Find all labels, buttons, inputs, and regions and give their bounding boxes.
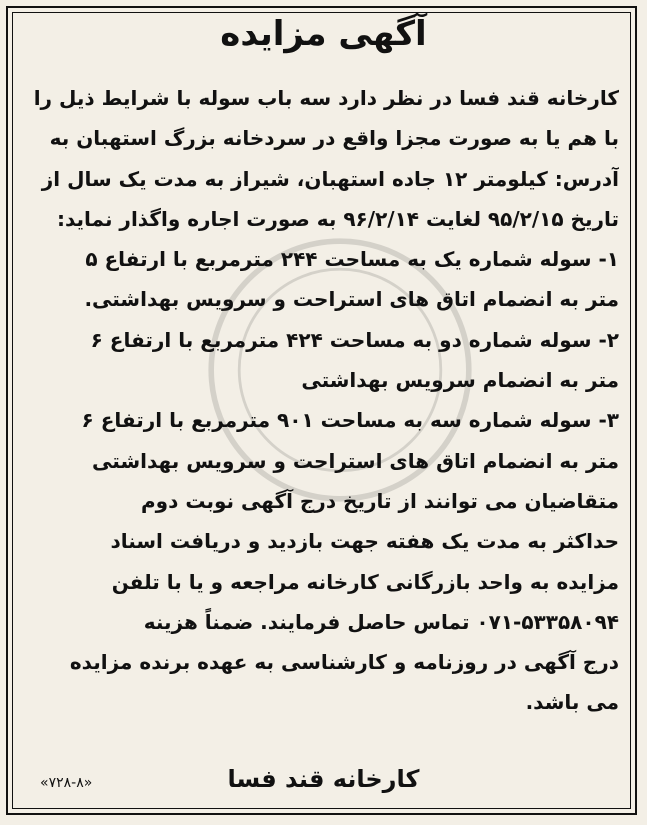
body-line: ۰۷۱-۵۳۳۵۸۰۹۴ تماس حاصل فرمایند. ضمناً هزینه — [143, 609, 619, 634]
body-line: آدرس: کیلومتر ۱۲ جاده استهبان، شیراز به مدت یک سال از — [41, 166, 619, 191]
body-line: متر به انضمام اتاق های استراحت و سرویس بهداشتی — [92, 448, 619, 473]
body-line: تاریخ ۹۵/۲/۱۵ لغایت ۹۶/۲/۱۴ به صورت اجاره واگذار نماید: — [56, 206, 619, 231]
body-line: ۱- سوله شماره یک به مساحت ۲۴۴ مترمربع با ارتفاع ۵ — [85, 247, 619, 272]
body-line: مزایده به واحد بازرگانی کارخانه مراجعه و یا با تلفن — [111, 569, 619, 594]
ad-body — [28, 78, 619, 723]
body-line: متر به انضمام سرویس بهداشتی — [301, 368, 619, 393]
body-line: متقاضیان می توانند از تاریخ درج آگهی نوبت دوم — [141, 488, 619, 513]
body-line: با هم یا به صورت مجزا واقع در سردخانه بزرگ استهبان به — [49, 126, 619, 151]
signature: کارخانه قند فسا — [227, 765, 420, 793]
body-line: ۲- سوله شماره دو به مساحت ۴۲۴ مترمربع با ارتفاع ۶ — [90, 327, 619, 352]
body-line: حداکثر به مدت یک هفته جهت بازدید و دریافت اسناد — [110, 529, 619, 554]
body-line: کارخانه قند فسا در نظر دارد سه باب سوله با شرایط ذیل را — [33, 86, 619, 110]
body-line: متر به انضمام اتاق های استراحت و سرویس بهداشتی. — [84, 287, 619, 312]
ad-title: آگهی مزایده — [220, 14, 427, 54]
body-line: درج آگهی در روزنامه و کارشناسی به عهده برنده مزایده — [69, 650, 619, 675]
body-line: می باشد. — [525, 690, 619, 715]
body-line: ۳- سوله شماره سه به مساحت ۹۰۱ مترمربع با ارتفاع ۶ — [81, 408, 619, 433]
ad-code: «۷۲۸-۸» — [40, 775, 93, 791]
